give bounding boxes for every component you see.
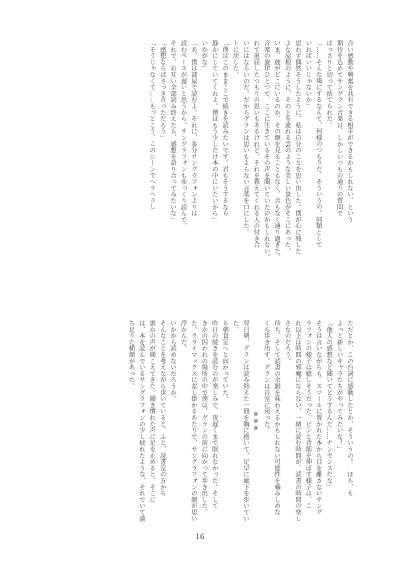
text-line: ばっさりと切って捨てられた。 [325,40,333,129]
text-line: いかから読めないだろうか。 [169,320,177,402]
text-line: ラフォンの様子は嬉しそうだった。ピンと背筋を伸ばす様子は、こ [304,320,312,509]
text-line: 合い感動や興奮を共有できる相手ができるかもしれない、という [346,40,353,223]
text-line: そうは言いながらも、スツールに置かれた本から目を離さないサング [314,320,322,516]
text-line: 思わず偶然そうしたように、私は自分のことを思い出した。僕が心に残した [293,40,301,255]
text-line: 誰かの声が聞こえてきた。聞き慣れた声に足を止めると、そこに [148,320,156,503]
text-line: ただとか、この台詞に感動したとか、そういうの！ ほら、も [346,320,353,497]
text-column-top [48,40,354,294]
text-line: た。クライマックスに差し掛かるあたりで、サングラフォンの顔が思い浮かんだ。 [179,320,197,522]
section-break: ※※※ [252,411,260,433]
text-line: トに戻した。 [231,40,239,78]
text-line: れて退屈したつもりの思いもあるけれど、それを教えてくれる人の付き合 [252,40,260,248]
text-line: 静かにしていてくれよ。僕はもう少しだけ本の中にいたいから」 [210,40,218,223]
text-line: いま、彼がどこにいるのか、その顔を見ることもなく、音もなく通り過ぎた。 [273,40,281,261]
text-line: 「そうじゃなくて……もっとこう、このシーンでヘラヘラし [148,40,156,211]
text-line: 「あ、僕は部屋で読むよ。それに、多分サングラフォンよりは [189,40,197,217]
text-line: くら歩き出す。グランは自室に戻った。 [262,320,270,434]
text-line: いかがな」 [200,40,208,72]
text-line: 期待を込めてサングラン音楽は、しかしいつもの通りの質問で [335,40,343,217]
text-line: ら朝食室へと向かっていた。 [221,320,229,402]
text-line: 翌日朝、グランは読み終えた一冊を胸に抱いて、足早に廊下を歩いていた。 [231,320,249,522]
text-line: よっと新しいキャラたちがやってみたいな！」 [335,320,343,453]
text-column-bottom [48,320,354,524]
text-line: 「僕はこのままここで続きを読みたいです。君もそうするなら [221,40,229,217]
text-line: よな屋根のように、その上を流れる雲のような美しい景色がそこにあった。 [283,40,291,255]
text-line: 昨日の続きを読むのが楽しみで、夜遅くまで眠れなかった。そして [210,320,218,509]
text-line: いにはならいのだ。だからグランは思いもよらない言葉を口にした。 [241,40,249,236]
text-line: は、本を読んでいるサングラフォンの少し疲れたような、それでいて満ち足りた横顔があった。 [127,320,145,522]
text-line: 「……そんな風にするなんて、何様のつもりだ、そういうの。同類として [314,40,322,248]
text-line: 読むペースが遅いと思うから。サングラフォンもゆっくり読んで。 [179,40,187,229]
text-line: 待ち、そして読書の余韻を味わえるかもしれない可能性を噛みしめな [273,320,281,516]
text-line: れ以上は時間の邪魔にならない、一緒に読む時間が、読書の時間の楽しさなのだろう。 [283,320,301,522]
text-line: 音楽の旋律ひとつで、ここに生きているその声を聞いていたのかもしれない。 [262,40,270,261]
text-line: 「他人の感想など聞いてどうするんだ……ナンセンスだな」 [325,320,333,491]
text-line: 「感想ならばさっき言っただろう」 [158,40,166,141]
text-line: そんなことを考えながら歩いていると、ふと、読書室の方から [158,320,166,497]
text-line: きかの囚われの場所の中で僕は、グランの前に向かって歩き出した。 [200,320,208,516]
text-line: それで、お互い全部読み終えたら、感想を語り合ってみたいな」 [169,40,177,223]
page-number: 16 [195,533,205,541]
text-line: いればいいじゃないか」 [304,40,312,110]
